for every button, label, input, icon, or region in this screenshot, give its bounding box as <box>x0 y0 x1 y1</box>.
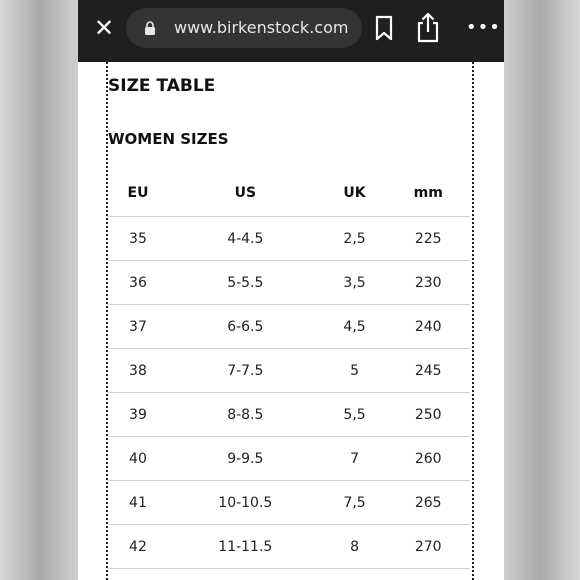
table-cell: 245 <box>386 349 470 393</box>
table-cell: 7-7.5 <box>168 349 323 393</box>
table-cell: 42 <box>108 525 168 569</box>
page-content <box>78 62 504 580</box>
address-bar[interactable] <box>126 8 362 48</box>
table-cell: 4-4.5 <box>168 217 323 261</box>
phone-screen <box>78 0 504 580</box>
column-header: UK <box>323 170 387 217</box>
table-cell: 4,5 <box>323 305 387 349</box>
table-cell: 8 <box>323 525 387 569</box>
column-header: mm <box>386 170 470 217</box>
table-cell: 7 <box>323 437 387 481</box>
table-cell: 5,5 <box>323 393 387 437</box>
column-header: EU <box>108 170 168 217</box>
size-table <box>108 170 470 569</box>
table-cell: 2,5 <box>323 217 387 261</box>
table-cell: 3,5 <box>323 261 387 305</box>
table-row <box>108 437 470 481</box>
table-cell: 6-6.5 <box>168 305 323 349</box>
table-cell: 250 <box>386 393 470 437</box>
table-cell: 8-8.5 <box>168 393 323 437</box>
table-cell: 38 <box>108 349 168 393</box>
table-row <box>108 261 470 305</box>
table-cell: 260 <box>386 437 470 481</box>
table-cell: 225 <box>386 217 470 261</box>
browser-toolbar <box>78 0 504 62</box>
table-cell: 36 <box>108 261 168 305</box>
url-text: www.birkenstock.com <box>174 18 349 37</box>
more-icon[interactable]: ••• <box>466 17 501 38</box>
table-row <box>108 525 470 569</box>
table-cell: 7,5 <box>323 481 387 525</box>
table-cell: 5-5.5 <box>168 261 323 305</box>
section-title: WOMEN SIZES <box>108 130 229 148</box>
bookmark-icon[interactable] <box>372 14 396 42</box>
column-header: US <box>168 170 323 217</box>
table-cell: 265 <box>386 481 470 525</box>
table-row <box>108 305 470 349</box>
table-cell: 11-11.5 <box>168 525 323 569</box>
table-row <box>108 481 470 525</box>
table-cell: 40 <box>108 437 168 481</box>
table-header-row <box>108 170 470 217</box>
close-icon[interactable]: ✕ <box>93 14 115 42</box>
table-cell: 37 <box>108 305 168 349</box>
table-row <box>108 393 470 437</box>
table-cell: 240 <box>386 305 470 349</box>
table-cell: 9-9.5 <box>168 437 323 481</box>
lock-icon <box>144 21 156 35</box>
table-row <box>108 349 470 393</box>
table-cell: 270 <box>386 525 470 569</box>
table-cell: 5 <box>323 349 387 393</box>
page-title: SIZE TABLE <box>108 76 216 96</box>
dotted-border-right <box>472 62 474 580</box>
table-cell: 35 <box>108 217 168 261</box>
table-row <box>108 217 470 261</box>
table-cell: 10-10.5 <box>168 481 323 525</box>
share-icon[interactable] <box>414 11 442 43</box>
table-cell: 230 <box>386 261 470 305</box>
table-cell: 39 <box>108 393 168 437</box>
table-cell: 41 <box>108 481 168 525</box>
